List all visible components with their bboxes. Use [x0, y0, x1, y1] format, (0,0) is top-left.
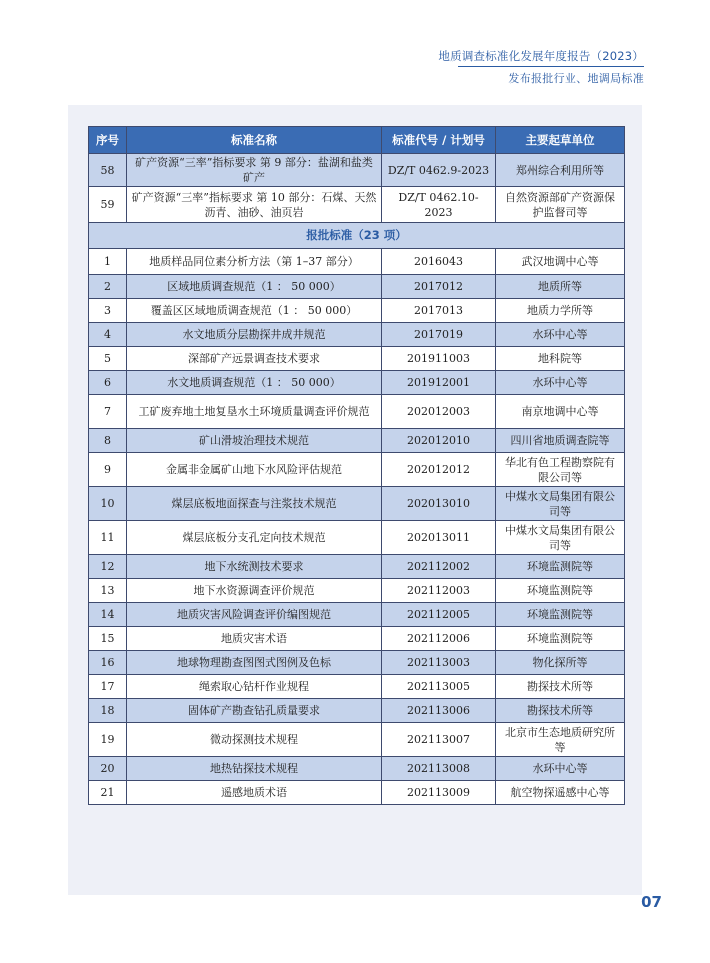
report-title: 地质调查标准化发展年度报告（2023）: [438, 49, 644, 63]
cell-name: 地下水资源调查评价规范: [127, 579, 382, 603]
header-divider: [458, 66, 644, 67]
cell-no: 7: [89, 395, 127, 429]
cell-code: 202113003: [382, 651, 496, 675]
cell-code: DZ/T 0462.10-2023: [382, 187, 496, 223]
table-row: [89, 651, 625, 675]
cell-no: 19: [89, 723, 127, 757]
cell-unit: 环境监测院等: [496, 627, 625, 651]
cell-unit: 中煤水文局集团有限公司等: [496, 521, 625, 555]
cell-unit: 自然资源部矿产资源保护监督司等: [496, 187, 625, 223]
cell-name: 地质灾害风险调查评价编图规范: [127, 603, 382, 627]
cell-unit: 地质力学所等: [496, 299, 625, 323]
cell-name: 地球物理勘查图图式图例及色标: [127, 651, 382, 675]
table-row: [89, 249, 625, 275]
column-header-no: 序号: [89, 127, 127, 154]
table-row: [89, 299, 625, 323]
cell-code: 202113008: [382, 757, 496, 781]
published-rows: [89, 154, 625, 223]
cell-code: 202012010: [382, 429, 496, 453]
cell-code: 202013010: [382, 487, 496, 521]
cell-unit: 水环中心等: [496, 323, 625, 347]
cell-no: 16: [89, 651, 127, 675]
cell-no: 6: [89, 371, 127, 395]
cell-code: 2017012: [382, 275, 496, 299]
cell-name: 微动探测技术规程: [127, 723, 382, 757]
cell-name: 矿产资源“三率”指标要求 第 9 部分：盐湖和盐类矿产: [127, 154, 382, 187]
cell-name: 煤层底板地面探查与注浆技术规范: [127, 487, 382, 521]
cell-code: 2017013: [382, 299, 496, 323]
cell-code: 202113007: [382, 723, 496, 757]
cell-no: 4: [89, 323, 127, 347]
cell-no: 20: [89, 757, 127, 781]
cell-no: 18: [89, 699, 127, 723]
cell-code: 202013011: [382, 521, 496, 555]
cell-unit: 环境监测院等: [496, 603, 625, 627]
table-row: [89, 275, 625, 299]
table-row: [89, 154, 625, 187]
table-row: [89, 453, 625, 487]
cell-code: 2016043: [382, 249, 496, 275]
cell-name: 地质样品同位素分析方法（第 1–37 部分）: [127, 249, 382, 275]
cell-no: 5: [89, 347, 127, 371]
table-row: [89, 723, 625, 757]
table-row: [89, 781, 625, 805]
table-row: [89, 757, 625, 781]
cell-no: 11: [89, 521, 127, 555]
cell-no: 17: [89, 675, 127, 699]
table-row: [89, 579, 625, 603]
cell-name: 矿山滑坡治理技术规范: [127, 429, 382, 453]
cell-name: 水文地质分层勘探井成井规范: [127, 323, 382, 347]
cell-unit: 郑州综合利用所等: [496, 154, 625, 187]
cell-unit: 地质所等: [496, 275, 625, 299]
cell-code: 202112002: [382, 555, 496, 579]
cell-code: 202012012: [382, 453, 496, 487]
section-row: [89, 223, 625, 249]
standards-table: [88, 126, 625, 805]
cell-no: 8: [89, 429, 127, 453]
cell-code: 2017019: [382, 323, 496, 347]
table-row: [89, 627, 625, 651]
table-row: [89, 347, 625, 371]
cell-unit: 四川省地质调查院等: [496, 429, 625, 453]
cell-code: 202112005: [382, 603, 496, 627]
cell-code: 202112006: [382, 627, 496, 651]
cell-name: 区域地质调查规范（1 ： 50 000）: [127, 275, 382, 299]
cell-no: 59: [89, 187, 127, 223]
cell-no: 58: [89, 154, 127, 187]
section-title: 发布报批行业、地调局标准: [508, 72, 644, 85]
table-row: [89, 395, 625, 429]
cell-code: 201912001: [382, 371, 496, 395]
pending-rows: [89, 249, 625, 805]
cell-unit: 航空物探遥感中心等: [496, 781, 625, 805]
cell-name: 遥感地质术语: [127, 781, 382, 805]
cell-name: 矿产资源“三率”指标要求 第 10 部分：石煤、天然沥青、油砂、油页岩: [127, 187, 382, 223]
cell-code: 202113005: [382, 675, 496, 699]
cell-code: DZ/T 0462.9-2023: [382, 154, 496, 187]
cell-name: 地热钻探技术规程: [127, 757, 382, 781]
cell-no: 2: [89, 275, 127, 299]
cell-unit: 中煤水文局集团有限公司等: [496, 487, 625, 521]
cell-unit: 勘探技术所等: [496, 699, 625, 723]
cell-code: 202113009: [382, 781, 496, 805]
cell-no: 14: [89, 603, 127, 627]
table-row: [89, 603, 625, 627]
cell-code: 201911003: [382, 347, 496, 371]
section-divider: [89, 223, 625, 249]
cell-unit: 物化探所等: [496, 651, 625, 675]
table-row: [89, 487, 625, 521]
table-row: [89, 675, 625, 699]
cell-code: 202012003: [382, 395, 496, 429]
page-number: 07: [641, 893, 662, 911]
cell-name: 水文地质调查规范（1 ： 50 000）: [127, 371, 382, 395]
cell-name: 固体矿产勘查钻孔质量要求: [127, 699, 382, 723]
cell-name: 深部矿产远景调查技术要求: [127, 347, 382, 371]
table-row: [89, 699, 625, 723]
cell-no: 21: [89, 781, 127, 805]
table-row: [89, 521, 625, 555]
table-row: [89, 555, 625, 579]
column-header-code: 标准代号 / 计划号: [382, 127, 496, 154]
column-header-unit: 主要起草单位: [496, 127, 625, 154]
table-header-row: [89, 127, 625, 154]
table-row: [89, 187, 625, 223]
cell-no: 3: [89, 299, 127, 323]
cell-name: 覆盖区区域地质调查规范（1 ： 50 000）: [127, 299, 382, 323]
table-row: [89, 323, 625, 347]
cell-name: 工矿废弃地土地复垦水土环境质量调查评价规范: [127, 395, 382, 429]
cell-code: 202113006: [382, 699, 496, 723]
cell-name: 地质灾害术语: [127, 627, 382, 651]
cell-unit: 环境监测院等: [496, 579, 625, 603]
table-row: [89, 429, 625, 453]
cell-no: 10: [89, 487, 127, 521]
cell-no: 9: [89, 453, 127, 487]
cell-name: 地下水统测技术要求: [127, 555, 382, 579]
cell-unit: 北京市生态地质研究所等: [496, 723, 625, 757]
cell-unit: 水环中心等: [496, 371, 625, 395]
table-row: [89, 371, 625, 395]
cell-no: 15: [89, 627, 127, 651]
cell-name: 煤层底板分支孔定向技术规范: [127, 521, 382, 555]
cell-unit: 地科院等: [496, 347, 625, 371]
cell-unit: 环境监测院等: [496, 555, 625, 579]
cell-code: 202112003: [382, 579, 496, 603]
cell-no: 13: [89, 579, 127, 603]
cell-unit: 华北有色工程勘察院有限公司等: [496, 453, 625, 487]
cell-name: 绳索取心钻杆作业规程: [127, 675, 382, 699]
cell-unit: 勘探技术所等: [496, 675, 625, 699]
cell-no: 1: [89, 249, 127, 275]
cell-no: 12: [89, 555, 127, 579]
cell-unit: 南京地调中心等: [496, 395, 625, 429]
section-label: 报批标准（23 项）: [89, 223, 625, 249]
cell-unit: 武汉地调中心等: [496, 249, 625, 275]
column-header-name: 标准名称: [127, 127, 382, 154]
cell-unit: 水环中心等: [496, 757, 625, 781]
cell-name: 金属非金属矿山地下水风险评估规范: [127, 453, 382, 487]
